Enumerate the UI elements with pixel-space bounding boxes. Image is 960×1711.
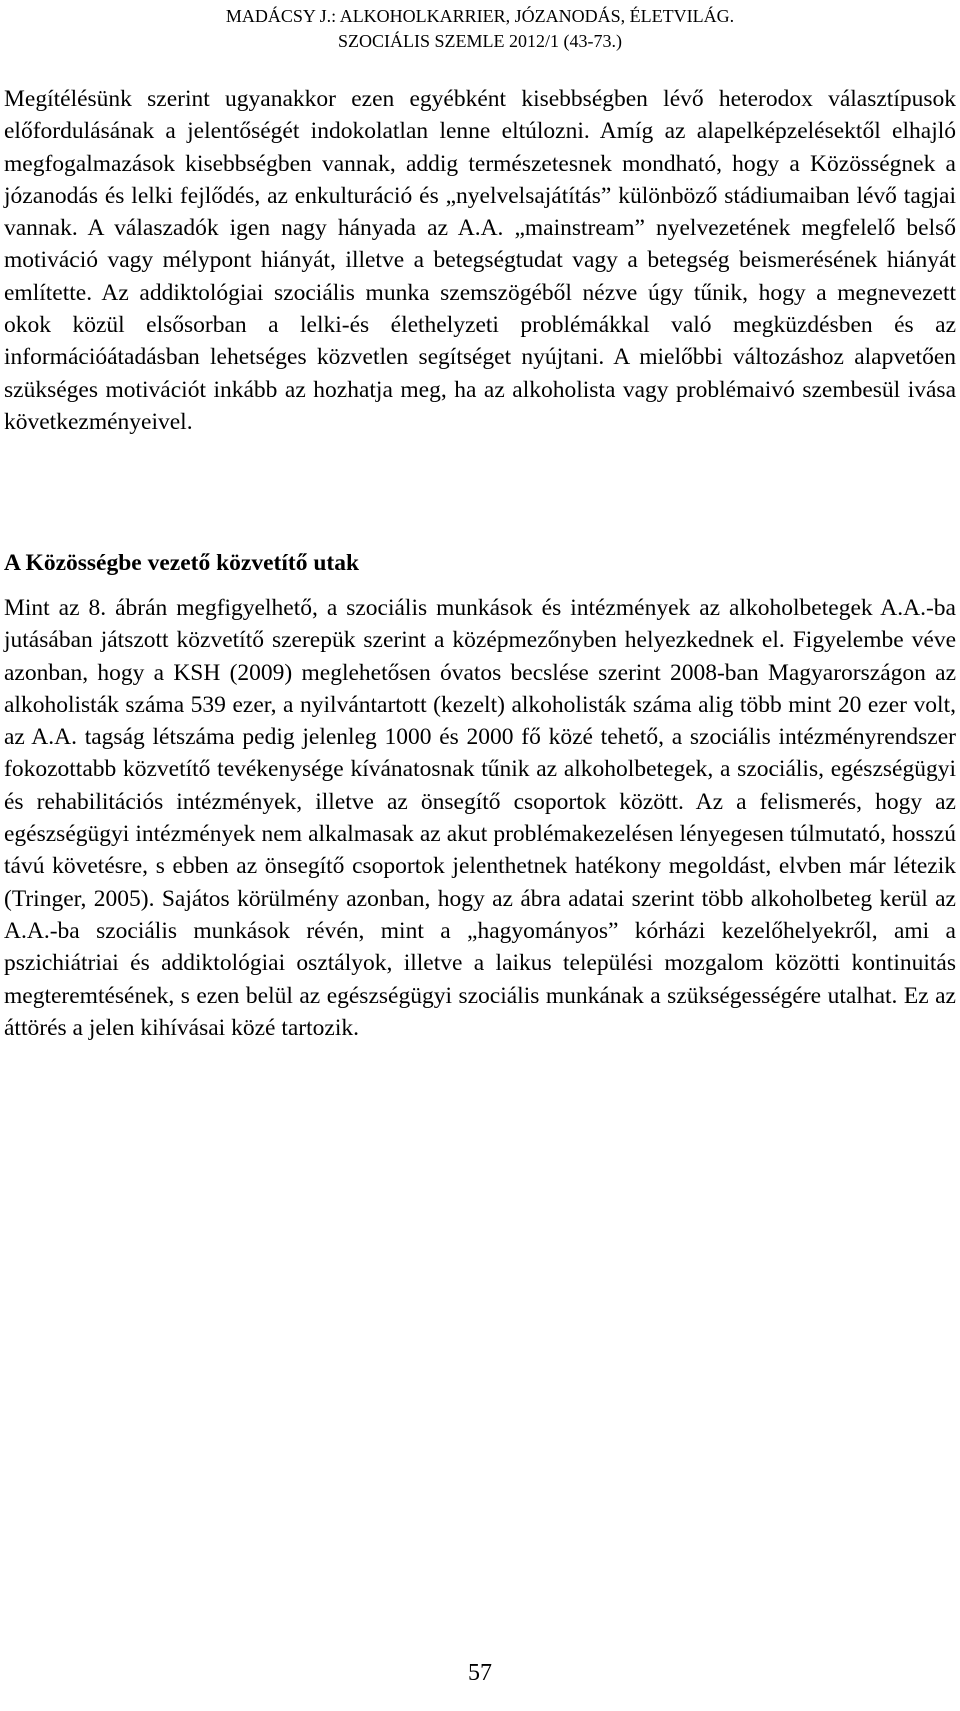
running-header-journal-citation: SZOCIÁLIS SZEMLE 2012/1 (43-73.) — [338, 31, 622, 51]
body-paragraph: Megítélésünk szerint ugyanakkor ezen egyébként kisebbségben lévő heterodox választípusok előfordulásának a jelentőségét indokolatlan lenne eltúlozni. Amíg az alapelképzelésektől elhajló megfogalmazások kisebbségben vannak, addig természetesnek mondható, hogy a Közösségnek a józanodás és lelki fejlődés, az enkulturáció és „nyelvelsajátítás” különböző stádiumaiban lévő tagjai vannak. A válaszadók igen nagy hányada az A.A. „mainstream” nyelvezetének megfelelő belső motiváció vagy mélypont hiányát, illetve a betegségtudat vagy a betegség beismerésének hiányát említette. Az addiktológiai szociális munka szemszögéből nézve úgy tűnik, hogy a megnevezett okok közül elsősorban a lelki-és élethelyzeti problémákkal való megküzdésben és az információátadásban lehetséges közvetlen segítséget nyújtani. A mielőbbi változáshoz alapvetően szükséges motivációt inkább az hozhatja meg, ha az alkoholista vagy problémaivó szembesül ivása következményeivel. — [4, 86, 956, 435]
section-heading: A Közösségbe vezető közvetítő utak — [4, 550, 360, 576]
page-number: 57 — [468, 1660, 492, 1686]
body-paragraph: Mint az 8. ábrán megfigyelhető, a szociális munkások és intézmények az alkoholbetegek A.A.-ba jutásában játszott közvetítő szerepük szerint a középmezőnyben helyezkednek el. Figyelembe véve azonban, hogy a KSH (2009) meglehetősen óvatos becslése szerint 2008-ban Magyarországon az alkoholisták száma 539 ezer, a nyilvántartott (kezelt) alkoholisták száma alig több mint 20 ezer volt, az A.A. tagság létszáma pedig jelenleg 1000 és 2000 fő közé tehető, a szociális intézményrendszer fokozottabb közvetítő tevékenysége kívánatosnak tűnik az alkoholbetegek, a szociális, egészségügyi és rehabilitációs intézmények, illetve az önsegítő csoportok között. Az a felismerés, hogy az egészségügyi intézmények nem alkalmasak az akut problémakezelésen lényegesen túlmutató, hosszú távú követésre, s ebben az önsegítő csoportok jelenthetnek hatékony megoldást, elvben már létezik (Tringer, 2005). Sajátos körülmény azonban, hogy az ábra adatai szerint több alkoholbeteg kerül az A.A.-ba szociális munkások révén, mint a „hagyományos” kórházi kezelőhelyekről, ami a pszichiátriai és addiktológiai osztályok, illetve a laikus települési mozgalom közötti kontinuitás megteremtésének, s ezen belül az egészségügyi szociális munkának a szükségességére utalhat. Ez az áttörés a jelen kihívásai közé tartozik. — [4, 595, 956, 1041]
running-header — [0, 4, 960, 54]
running-header-author-title: MADÁCSY J.: ALKOHOLKARRIER, JÓZANODÁS, ÉLETVILÁG. — [225, 6, 735, 26]
